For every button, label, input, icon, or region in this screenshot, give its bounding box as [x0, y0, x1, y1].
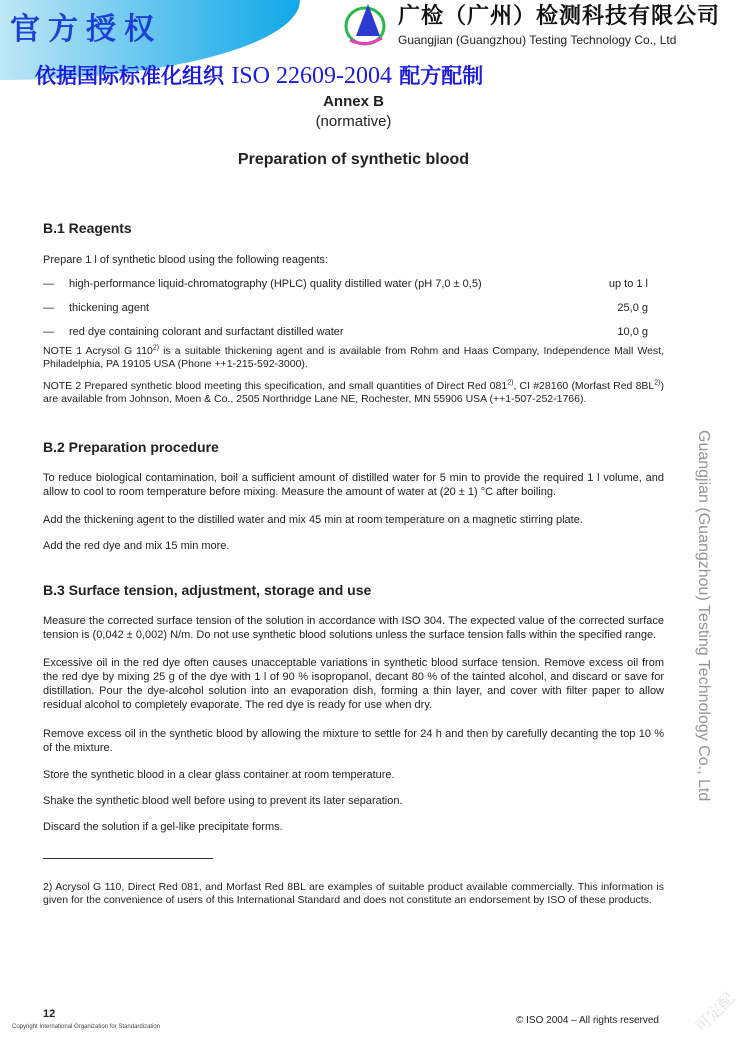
footnote-divider [43, 858, 213, 859]
reagent-qty: up to 1 l [608, 278, 648, 290]
b3-paragraph: Measure the corrected surface tension of the solution in accordance with ISO 304. The expected value of the corrected surface tension is (0,042 ± 0,002) N/m. Do not use synthetic blood solutions unless the surface tension falls within the specified range. [43, 615, 664, 641]
headline-prefix: 依据国际标准化组织 [35, 64, 224, 88]
b1-intro: Prepare 1 l of synthetic blood using the following reagents: [43, 254, 328, 266]
reagent-desc: high-performance liquid-chromatography (HPLC) quality distilled water (pH 7,0 ± 0,5) [69, 278, 482, 290]
note-text: ) are available from Johnson, Moen & Co., 2505 Northridge Lane NE, Rochester, MN 55906 USA (++1-507-252-1766). [43, 380, 664, 405]
note-text: is a suitable thickening agent and is available from Rohm and Haas Company, Independence Mall West, Philadelphia, PA 19105 USA (Phone ++1-215-592-3000). [43, 345, 664, 370]
page-number: 12 [43, 1008, 56, 1020]
b3-paragraph: Excessive oil in the red dye often causes unacceptable variations in synthetic blood surface tension. Remove excess oil from the red dye by mixing 25 g of the dye with 1 l of 90 % isopropanol, decant 80 % of the tainted alcohol, and discard or save for distillation. Pour the dye-alcohol solution into an evaporation dish, forming a thin layer, and cover with filter paper to allow residual alcohol to completely evaporate. The red dye is ready for use when dry. [43, 657, 664, 711]
section-b3-heading: B.3 Surface tension, adjustment, storage and use [43, 582, 372, 598]
annex-title: Preparation of synthetic blood [237, 151, 470, 168]
company-name-en: Guangjian (Guangzhou) Testing Technology Co., Ltd [398, 33, 677, 47]
note-2 [43, 380, 664, 406]
b2-paragraph: To reduce biological contamination, boil a sufficient amount of distilled water for 5 min to provide the required 1 l volume, and allow to cool to room temperature before mixing. Measure the amount of water at (20 ± 1) °C after boiling. [43, 472, 664, 498]
list-dash: — [43, 326, 54, 338]
b3-paragraph: Store the synthetic blood in a clear glass container at room temperature. [43, 769, 395, 781]
reagent-item [43, 325, 664, 339]
headline-standard: ISO 22609-2004 [231, 63, 392, 89]
reagent-desc: thickening agent [69, 302, 150, 314]
section-b1-heading: B.1 Reagents [43, 220, 132, 236]
footnote-ref: 2) [654, 379, 661, 387]
reagent-qty: 10,0 g [617, 326, 648, 338]
copyright-right: © ISO 2004 – All rights reserved [516, 1015, 659, 1026]
footnote: 2) Acrysol G 110, Direct Red 081, and Morfast Red 8BL are examples of suitable product available commercially. This information is given for the convenience of users of this International Standard and does not constitute an endorsement by ISO of these products. [43, 881, 664, 906]
reagent-desc: red dye containing colorant and surfactant distilled water [69, 326, 344, 338]
footnote-ref: 2) [507, 379, 514, 387]
annex-type: (normative) [315, 113, 392, 130]
list-dash: — [43, 278, 54, 290]
company-logo-icon [344, 2, 386, 46]
watermark-stamp: 可定配 [692, 989, 739, 1036]
watermark-text: Guangjian (Guangzhou) Testing Technology Co., Ltd [695, 430, 712, 802]
section-b2-heading: B.2 Preparation procedure [43, 439, 219, 455]
banner-text: 官方授权 [10, 12, 162, 47]
reagent-item [43, 277, 664, 291]
note-1 [43, 345, 664, 371]
note-text: , CI #28160 (Morfast Red 8BL [513, 380, 655, 392]
b3-paragraph: Shake the synthetic blood well before using to prevent its later separation. [43, 795, 403, 807]
b3-paragraph: Remove excess oil in the synthetic blood by allowing the mixture to settle for 24 h and then by carefully decanting the top 10 % of the mixture. [43, 728, 664, 754]
b2-paragraph: Add the thickening agent to the distilled water and mix 45 min at room temperature on a magnetic stirring plate. [43, 514, 583, 526]
b3-paragraph: Discard the solution if a gel-like precipitate forms. [43, 821, 283, 833]
headline-suffix: 配方配制 [399, 64, 484, 88]
footnote-ref: 2) [152, 344, 160, 352]
reagent-qty: 25,0 g [617, 302, 648, 314]
document-body [43, 93, 664, 907]
copyright-left: Copyright International Organization for Standardization [12, 1024, 161, 1030]
b2-paragraph: Add the red dye and mix 15 min more. [43, 540, 230, 552]
reagent-item [43, 301, 664, 315]
annex-label: Annex B [323, 93, 384, 110]
company-name-cn: 广检（广州）检测科技有限公司 [398, 3, 721, 29]
headline [35, 62, 483, 90]
list-dash: — [43, 302, 54, 314]
note-text: NOTE 2 Prepared synthetic blood meeting this specification, and small quantities of Direct Red 081 [43, 380, 508, 392]
note-text: NOTE 1 Acrysol G 110 [43, 345, 153, 357]
